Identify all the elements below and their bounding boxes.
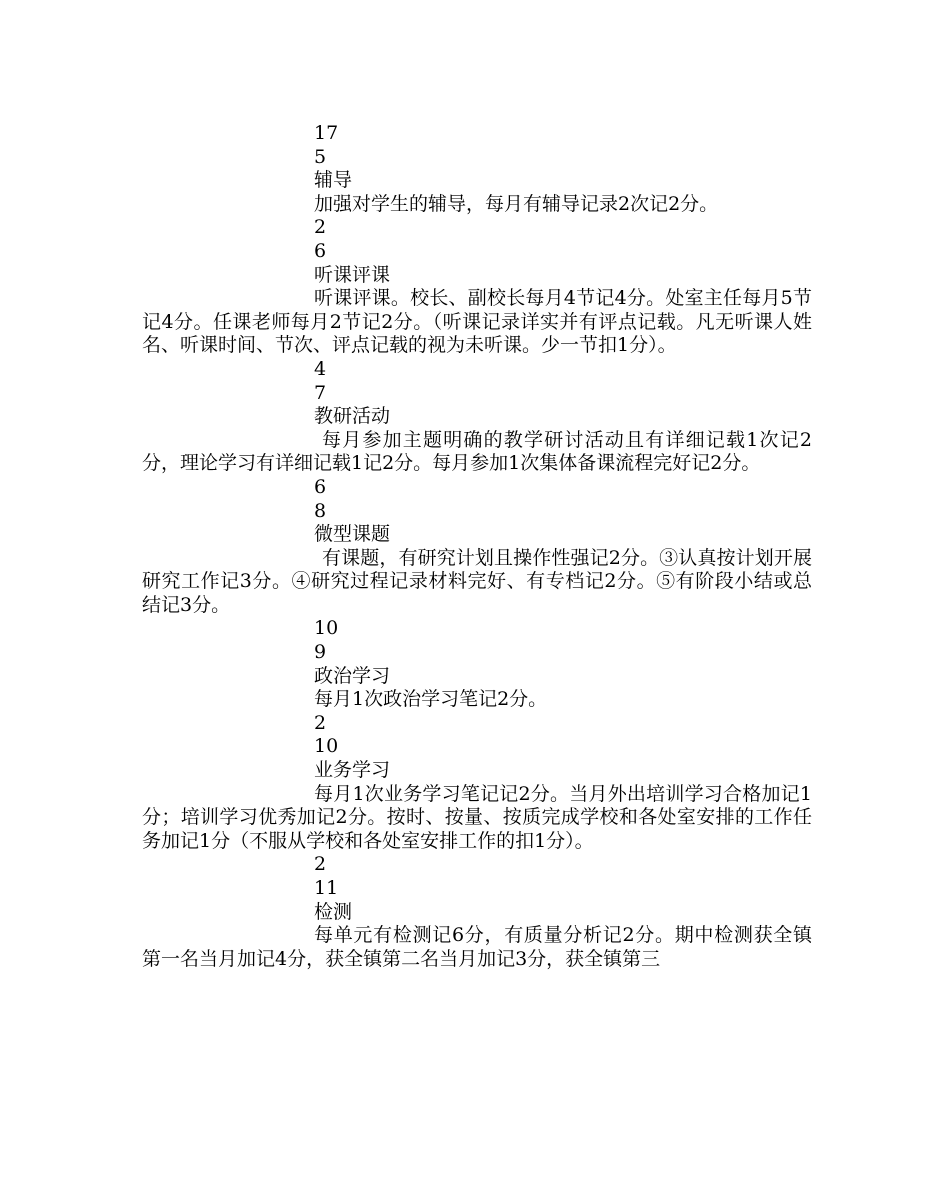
score-value: 2: [314, 711, 327, 734]
item-number: 7: [314, 381, 327, 404]
item-number: 9: [314, 641, 327, 664]
item-description: 每单元有检测记6分，有质量分析记2分。期中检测获全镇第一名当月加记4分，获全镇第二名当月加记3分，获全镇第三: [142, 924, 812, 970]
list-item: [142, 853, 812, 971]
score-value: 2: [314, 853, 327, 876]
item-title: 微型课题: [314, 523, 391, 546]
score-value: 17: [314, 122, 339, 144]
document-body: [142, 122, 812, 971]
list-item: [142, 617, 812, 711]
list-item: [142, 122, 812, 216]
score-value: 2: [314, 216, 327, 239]
item-title: 辅导: [314, 169, 353, 192]
item-description: 每月1次政治学习笔记2分。: [314, 688, 548, 711]
item-title: 政治学习: [314, 664, 391, 687]
score-value: 10: [314, 617, 339, 640]
list-item: [142, 216, 812, 358]
item-title: 检测: [314, 900, 353, 923]
item-number: 6: [314, 239, 327, 262]
item-number: 8: [314, 499, 327, 522]
item-title: 教研活动: [314, 405, 391, 428]
item-description: 听课评课。校长、副校长每月4节记4分。处室主任每月5节记4分。任课老师每月2节记2分。（听课记录详实并有评点记载。凡无听课人姓名、听课时间、节次、评点记载的视为未听课。少一节扣1分）。: [142, 287, 812, 357]
item-title: 业务学习: [314, 759, 391, 782]
score-value: 4: [314, 357, 327, 380]
item-number: 11: [314, 877, 339, 899]
list-item: [142, 712, 812, 854]
score-value: 6: [314, 475, 327, 498]
item-description: 有课题，有研究计划且操作性强记2分。③认真按计划开展研究工作记3分。④研究过程记录材料完好、有专档记2分。⑤有阶段小结或总结记3分。: [142, 546, 812, 616]
item-number: 5: [314, 145, 327, 168]
list-item: [142, 476, 812, 618]
item-number: 10: [314, 735, 339, 758]
item-description: 每月参加主题明确的教学研讨活动且有详细记载1次记2分，理论学习有详细记载1记2分。每月参加1次集体备课流程完好记2分。: [142, 428, 812, 475]
item-description: 每月1次业务学习笔记记2分。当月外出培训学习合格加记1分；培训学习优秀加记2分。按时、按量、按质完成学校和各处室安排的工作任务加记1分（不服从学校和各处室安排工作的扣1分）。: [142, 782, 812, 852]
item-description: 加强对学生的辅导，每月有辅导记录2次记2分。: [314, 192, 719, 215]
list-item: [142, 358, 812, 476]
item-title: 听课评课: [314, 263, 391, 286]
